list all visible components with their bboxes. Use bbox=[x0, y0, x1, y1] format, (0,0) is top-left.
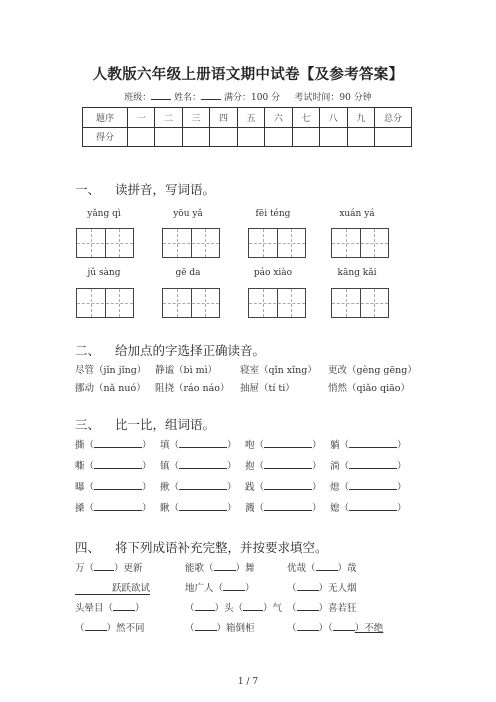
compare-blank[interactable] bbox=[264, 458, 312, 469]
writing-grid[interactable] bbox=[331, 288, 389, 318]
compare-blank[interactable] bbox=[349, 458, 397, 469]
paren: （ bbox=[84, 461, 95, 472]
paren: （ bbox=[169, 503, 180, 514]
idiom-item: 地广人（ ） bbox=[185, 580, 255, 594]
compare-char: 淌 bbox=[330, 461, 340, 472]
score-table-header-row bbox=[83, 108, 412, 128]
score-cell: 五 bbox=[237, 108, 264, 128]
compare-blank[interactable] bbox=[179, 500, 227, 511]
pinyin-label: kāng kǎi bbox=[337, 268, 377, 278]
paren: ） bbox=[397, 503, 407, 514]
reading-row bbox=[75, 380, 410, 394]
paren: ） bbox=[227, 482, 237, 493]
compare-item bbox=[160, 500, 237, 514]
score-cell: 七 bbox=[292, 108, 319, 128]
pinyin-label: páo xiào bbox=[253, 268, 293, 278]
paren: （ bbox=[84, 440, 95, 451]
score-input-cell[interactable] bbox=[292, 127, 319, 147]
compare-item bbox=[330, 437, 407, 451]
paren: （ bbox=[84, 503, 95, 514]
paren: （ bbox=[169, 440, 180, 451]
paren: （ bbox=[339, 482, 350, 493]
reading-item[interactable]: 挪动（nǎ nuó） bbox=[75, 383, 146, 394]
score-cell: 二 bbox=[155, 108, 182, 128]
exam-time: 考试时间：90 分钟 bbox=[294, 93, 372, 103]
compare-item bbox=[330, 479, 407, 493]
reading-item[interactable]: 寝室（qǐn xǐng） bbox=[240, 365, 317, 376]
idiom-blank[interactable] bbox=[113, 600, 135, 611]
score-cell: 三 bbox=[182, 108, 209, 128]
idiom-blank[interactable] bbox=[297, 580, 319, 591]
score-input-cell[interactable] bbox=[320, 127, 347, 147]
score-cell: 总分 bbox=[375, 108, 412, 128]
section-1-heading bbox=[75, 180, 215, 198]
class-blank bbox=[151, 90, 171, 100]
name-label: 姓名： bbox=[174, 93, 202, 103]
compare-blank[interactable] bbox=[94, 458, 142, 469]
score-table bbox=[82, 107, 412, 147]
paren: ） bbox=[397, 440, 407, 451]
section-4-heading bbox=[75, 538, 328, 556]
paren: ） bbox=[397, 482, 407, 493]
compare-char: 搡 bbox=[75, 503, 85, 514]
compare-item bbox=[330, 458, 407, 472]
class-label: 班级： bbox=[124, 93, 152, 103]
section-2-heading bbox=[75, 341, 265, 359]
score-input-cell[interactable] bbox=[155, 127, 182, 147]
score-row-label: 得分 bbox=[83, 127, 128, 147]
compare-char: 填 bbox=[160, 440, 170, 451]
idiom-blank[interactable] bbox=[195, 620, 217, 631]
section-number: 二、 bbox=[75, 343, 101, 358]
score-input-cell[interactable] bbox=[347, 127, 375, 147]
idiom-blank[interactable] bbox=[297, 600, 319, 611]
idiom-blank[interactable] bbox=[94, 560, 114, 571]
compare-blank[interactable] bbox=[179, 479, 227, 490]
score-input-cell[interactable] bbox=[182, 127, 209, 147]
paren: ） bbox=[312, 503, 322, 514]
paren: （ bbox=[339, 503, 350, 514]
writing-grid[interactable] bbox=[248, 288, 306, 318]
reading-item[interactable]: 阻挠（ráo náo） bbox=[155, 383, 230, 394]
compare-blank[interactable] bbox=[264, 437, 312, 448]
paren: （ bbox=[169, 482, 180, 493]
compare-item bbox=[75, 437, 152, 451]
full-score: 满分：100 分 bbox=[224, 93, 281, 103]
idiom-blank[interactable] bbox=[214, 560, 236, 571]
score-cell: 九 bbox=[347, 108, 375, 128]
compare-blank[interactable] bbox=[94, 437, 142, 448]
compare-char: 躺 bbox=[330, 440, 340, 451]
compare-item bbox=[75, 479, 152, 493]
compare-item bbox=[75, 500, 152, 514]
section-title: 比一比，组词语。 bbox=[115, 417, 216, 432]
idiom-item: 万（ ）更新 bbox=[75, 560, 143, 574]
score-input-cell[interactable] bbox=[128, 127, 155, 147]
pinyin-label: jǔ sàng bbox=[87, 268, 121, 278]
score-input-cell[interactable] bbox=[237, 127, 264, 147]
score-cell: 一 bbox=[128, 108, 155, 128]
idiom-item: 优哉（ ）哉 bbox=[287, 560, 357, 574]
compare-char: 镇 bbox=[160, 461, 170, 472]
compare-blank[interactable] bbox=[264, 479, 312, 490]
section-number: 一、 bbox=[75, 182, 101, 197]
writing-grid[interactable] bbox=[76, 228, 134, 258]
compare-item bbox=[160, 479, 237, 493]
compare-blank[interactable] bbox=[179, 437, 227, 448]
idiom-item: （ ）头（ ）气 bbox=[185, 600, 282, 614]
compare-item bbox=[245, 437, 322, 451]
reading-item[interactable]: 更改（gèng gēng） bbox=[328, 365, 417, 376]
section-title: 将下列成语补充完整，并按要求填空。 bbox=[115, 540, 328, 555]
compare-char: 咆 bbox=[245, 440, 255, 451]
paren: ） bbox=[227, 461, 237, 472]
score-input-cell[interactable] bbox=[265, 127, 292, 147]
reading-row bbox=[75, 362, 417, 376]
section-title: 读拼音，写词语。 bbox=[115, 182, 216, 197]
compare-blank[interactable] bbox=[264, 500, 312, 511]
compare-char: 抱 bbox=[245, 461, 255, 472]
pinyin-label: xuán yá bbox=[339, 209, 375, 219]
pinyin-label: fēi téng bbox=[255, 209, 291, 219]
idiom-blank[interactable] bbox=[297, 620, 319, 631]
paren: ） bbox=[227, 503, 237, 514]
idiom-item: （ ）箱倒柜 bbox=[185, 620, 255, 634]
paren: ） bbox=[397, 461, 407, 472]
idiom-blank[interactable] bbox=[243, 600, 263, 611]
paren: （ bbox=[254, 503, 265, 514]
score-cell: 八 bbox=[320, 108, 347, 128]
page-title: 人教版六年级上册语文期中试卷【及参考答案】 bbox=[92, 66, 404, 83]
paren: （ bbox=[339, 440, 350, 451]
pinyin-label: gē da bbox=[175, 268, 201, 278]
compare-char: 撕 bbox=[75, 440, 85, 451]
idiom-item bbox=[75, 580, 150, 595]
score-table-score-row bbox=[83, 127, 412, 147]
compare-char: 瞅 bbox=[160, 503, 170, 514]
compare-item bbox=[245, 479, 322, 493]
compare-item bbox=[75, 458, 152, 472]
idiom-blank[interactable]: 跃跃欲试 bbox=[75, 580, 150, 595]
compare-item bbox=[245, 500, 322, 514]
writing-grid[interactable] bbox=[248, 228, 306, 258]
idiom-blank[interactable] bbox=[333, 620, 355, 631]
paren: （ bbox=[254, 461, 265, 472]
score-cell: 题序 bbox=[83, 108, 128, 128]
compare-item bbox=[245, 458, 322, 472]
compare-item bbox=[160, 437, 237, 451]
compare-char: 溅 bbox=[245, 503, 255, 514]
idiom-item: 头晕目（ ） bbox=[75, 600, 145, 614]
idiom-blank[interactable] bbox=[85, 620, 107, 631]
paren: ） bbox=[142, 461, 152, 472]
idiom-item: （ ）（ ）不绝 bbox=[287, 620, 383, 634]
paren: ） bbox=[227, 440, 237, 451]
score-cell: 六 bbox=[265, 108, 292, 128]
pinyin-label: yōu yǎ bbox=[173, 209, 203, 219]
compare-char: 揪 bbox=[160, 482, 170, 493]
compare-char: 媳 bbox=[330, 503, 340, 514]
paren: ） bbox=[142, 503, 152, 514]
paren: ） bbox=[312, 440, 322, 451]
compare-char: 践 bbox=[245, 482, 255, 493]
reading-item[interactable]: 悄然（qiǎo qiāo） bbox=[328, 383, 411, 394]
idiom-blank[interactable] bbox=[223, 580, 245, 591]
pinyin-label: yǎng qì bbox=[87, 209, 121, 219]
reading-item[interactable]: 静谧（bì mì） bbox=[155, 365, 218, 376]
writing-grid[interactable] bbox=[76, 288, 134, 318]
paren: （ bbox=[254, 440, 265, 451]
section-title: 给加点的字选择正确读音。 bbox=[115, 343, 266, 358]
page-number: 1 / 7 bbox=[237, 677, 259, 687]
compare-blank[interactable] bbox=[94, 500, 142, 511]
idiom-blank[interactable] bbox=[316, 560, 338, 571]
paren: （ bbox=[339, 461, 350, 472]
paren: ） bbox=[312, 482, 322, 493]
paren: （ bbox=[254, 482, 265, 493]
paren: （ bbox=[169, 461, 180, 472]
compare-char: 熄 bbox=[330, 482, 340, 493]
name-blank bbox=[201, 90, 221, 100]
compare-blank[interactable] bbox=[94, 479, 142, 490]
paren: ） bbox=[312, 461, 322, 472]
compare-blank[interactable] bbox=[179, 458, 227, 469]
compare-blank[interactable] bbox=[349, 437, 397, 448]
score-input-cell[interactable] bbox=[210, 127, 237, 147]
idiom-item: 能歌（ ）舞 bbox=[185, 560, 255, 574]
idiom-blank[interactable] bbox=[195, 600, 215, 611]
exam-info-line bbox=[0, 90, 496, 103]
compare-blank[interactable] bbox=[349, 500, 397, 511]
compare-item bbox=[330, 500, 407, 514]
idiom-item: （ ）喜若狂 bbox=[287, 600, 357, 614]
reading-item[interactable]: 尽管（jǐn jǐng） bbox=[75, 365, 147, 376]
compare-char: 曝 bbox=[75, 482, 85, 493]
score-input-cell[interactable] bbox=[375, 127, 412, 147]
idiom-item: （ ）然不同 bbox=[75, 620, 145, 634]
paren: ） bbox=[142, 440, 152, 451]
section-number: 三、 bbox=[75, 417, 101, 432]
paren: ） bbox=[142, 482, 152, 493]
section-3-heading bbox=[75, 415, 215, 433]
writing-grid[interactable] bbox=[162, 228, 220, 258]
paren: （ bbox=[84, 482, 95, 493]
compare-blank[interactable] bbox=[349, 479, 397, 490]
reading-item[interactable]: 抽屉（tí ti） bbox=[240, 383, 295, 394]
idiom-item: （ ）无人烟 bbox=[287, 580, 357, 594]
section-number: 四、 bbox=[75, 540, 101, 555]
score-cell: 四 bbox=[210, 108, 237, 128]
compare-item bbox=[160, 458, 237, 472]
writing-grid[interactable] bbox=[162, 288, 220, 318]
writing-grid[interactable] bbox=[331, 228, 389, 258]
compare-char: 嘶 bbox=[75, 461, 85, 472]
